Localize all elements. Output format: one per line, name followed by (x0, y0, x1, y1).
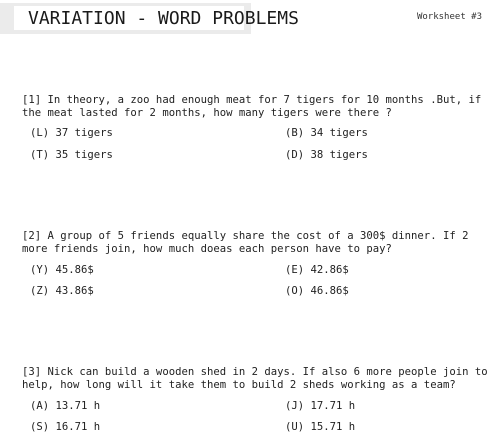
question-3-option-a: (A) 13.71 h (30, 400, 101, 412)
question-3-option-s: (S) 16.71 h (30, 421, 101, 433)
question-1-option-t: (T) 35 tigers (30, 149, 113, 161)
question-1-option-l: (L) 37 tigers (30, 127, 113, 139)
question-2-option-o: (O) 46.86$ (285, 285, 349, 297)
worksheet-number: Worksheet #3 (416, 12, 482, 22)
question-2-text: [2] A group of 5 friends equally share the cost of a 300$ dinner. If 2 more friends join, how much doeas each person have to pay? (22, 230, 469, 255)
question-3-text: [3] Nick can build a wooden shed in 2 days. If also 6 more people join to help, how long will it take them to build 2 sheds working as a team? (22, 366, 488, 391)
question-1-option-d: (D) 38 tigers (285, 149, 368, 161)
question-3-option-j: (J) 17.71 h (285, 400, 356, 412)
question-1-text: [1] In theory, a zoo had enough meat for 7 tigers for 10 months .But, if the meat lasted for 2 months, how many tigers were there ? (22, 94, 482, 119)
page-title: VARIATION - WORD PROBLEMS (28, 8, 299, 29)
question-2-option-z: (Z) 43.86$ (30, 285, 94, 297)
question-2-option-y: (Y) 45.86$ (30, 264, 94, 276)
question-3-option-u: (U) 15.71 h (285, 421, 356, 433)
question-2-option-e: (E) 42.86$ (285, 264, 349, 276)
question-1-option-b: (B) 34 tigers (285, 127, 368, 139)
